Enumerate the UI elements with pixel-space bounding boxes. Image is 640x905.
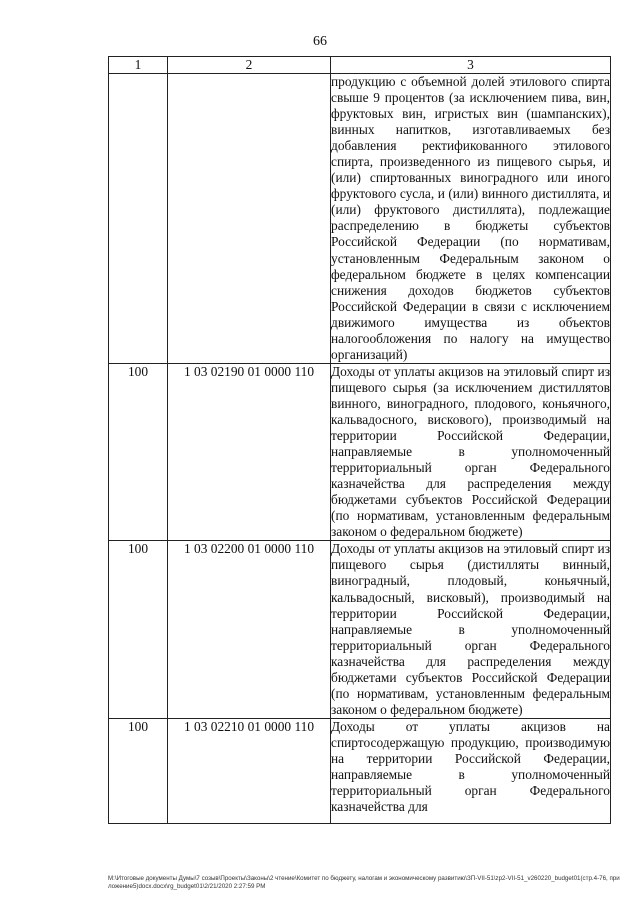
description-cell: Доходы от уплаты акцизов на этиловый спирт из пищевого сырья (за исключением дистиллятов винного, виноградного, плодового, коньячного, кальвадосного, вискового), производимый на территории Российской Федерации, направляемые в уполномоченный территориальный орган Федерального казначейства для распределения между бюджетами субъектов Российской Федерации (по нормативам, установленным федеральным законом о федеральном бюджете) [331,363,610,540]
admin-code-cell: 100 [109,363,168,541]
admin-code-cell [109,74,168,364]
table-row [109,541,611,719]
table-row [109,74,611,364]
budget-code-cell: 1 03 02190 01 0000 110 [168,363,331,541]
description-cell: Доходы от уплаты акцизов на этиловый спирт из пищевого сырья (дистилляты винный, виноградный, плодовый, коньячный, кальвадосный, висковый), производимый на территории Российской Федерации, направляемые в уполномоченный территориальный орган Федерального казначейства для распределения между бюджетами субъектов Российской Федерации (по нормативам, установленным федеральным законом о федеральном бюджете) [331,541,610,717]
admin-code-cell: 100 [109,718,168,823]
revenue-table [108,56,611,824]
document-path-footer: M:\Итоговые документы Думы\7 созыв\Проекты\Законы\2 чтение\Комитет по бюджету, налогам и экономическому развитию\ЗП-VII-51\zp2-VII-51_v260220_budget01(стр.4-76, приложение5)docx.docx\rg_budget01\2/21/2020 2:27:59 PM [108,875,620,890]
description-cell: Доходы от уплаты акцизов на спиртосодержащую продукцию, производимую на территории Российской Федерации, направляемые в уполномоченный территориальный орган Федерального казначейства для [331,718,611,823]
table-row [109,718,611,823]
table-row [109,363,611,541]
column-header-2: 2 [168,57,331,74]
column-header-3: 3 [331,57,611,74]
budget-code-cell: 1 03 02200 01 0000 110 [168,541,331,719]
budget-code-cell: 1 03 02210 01 0000 110 [168,718,331,823]
admin-code-cell: 100 [109,541,168,719]
budget-code-cell [168,74,331,364]
page-number: 66 [313,34,327,49]
description-cell: продукцию с объемной долей этилового спирта свыше 9 процентов (за исключением пива, вин, фруктовых вин, игристых вин (шампанских), винных напитков, изготавливаемых без добавления ректификованного этилового спирта, произведенного из пищевого сырья, и (или) спиртованных виноградного или иного фруктового сусла, и (или) винного дистиллята, и (или) фруктового дистиллята), подлежащие распределению в бюджеты субъектов Российской Федерации (по нормативам, установленным Федеральным законом о федеральном бюджете в целях компенсации снижения доходов бюджетов субъектов Российской Федерации в связи с исключением движимого имущества из объектов налогообложения по налогу на имущество организаций) [331,74,610,362]
column-header-1: 1 [109,57,168,74]
table-header-row [109,57,611,74]
